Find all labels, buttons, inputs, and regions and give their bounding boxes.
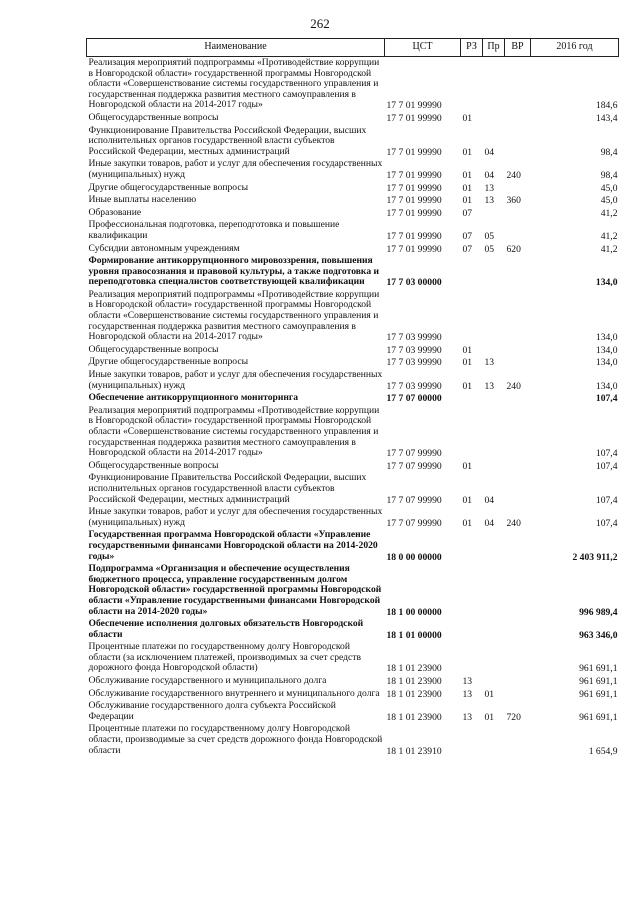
row-vr (505, 618, 531, 641)
budget-table (86, 38, 619, 757)
row-name: Другие общегосударственные вопросы (88, 181, 249, 193)
row-sum: 134,0 (595, 332, 618, 344)
row-rz: 13 (462, 688, 473, 700)
row-name: Иные выплаты населению (88, 194, 197, 206)
row-cst: 17 7 01 99990 (386, 243, 442, 255)
row-pr (483, 289, 505, 344)
row-pr (483, 675, 505, 688)
row-sum: 107,4 (595, 494, 618, 506)
row-sum: 961 691,1 (579, 688, 618, 700)
table-row (87, 125, 619, 159)
row-sum: 41,2 (600, 243, 618, 255)
row-name: Субсидии автономным учреждениям (88, 242, 240, 254)
row-sum: 996 989,4 (579, 606, 618, 618)
row-sum: 98,4 (600, 169, 618, 181)
row-sum: 107,4 (595, 517, 618, 529)
row-rz (461, 618, 483, 641)
row-vr (505, 563, 531, 618)
row-pr: 13 (484, 182, 495, 194)
row-sum: 143,4 (595, 112, 618, 124)
row-vr (505, 356, 531, 369)
row-pr (483, 460, 505, 473)
row-pr: 05 (484, 243, 495, 255)
table-row (87, 112, 619, 125)
table-row (87, 392, 619, 405)
row-name: Функционирование Правительства Российской Федерации, высших исполнительных органов государственной власти субъектов Российской Федерации, местных администраций (88, 472, 367, 505)
row-rz: 01 (462, 146, 473, 158)
row-vr (505, 182, 531, 195)
table-row (87, 618, 619, 641)
table-row (87, 158, 619, 181)
row-cst: 17 7 07 00000 (386, 393, 442, 405)
row-cst: 17 7 01 99990 (386, 207, 442, 219)
header-sum: 2016 год (531, 39, 619, 57)
row-sum: 1 654,9 (588, 745, 618, 757)
row-pr: 01 (484, 688, 495, 700)
row-vr (505, 289, 531, 344)
row-pr: 04 (484, 169, 495, 181)
row-sum: 45,0 (600, 195, 618, 207)
row-cst: 17 7 01 99990 (386, 100, 442, 112)
row-cst: 18 1 01 23900 (386, 663, 442, 675)
row-cst: 17 7 01 99990 (386, 146, 442, 158)
row-name: Реализация мероприятий подпрограммы «Противодействие коррупции в Новгородской области» государственной программы Новгородской области «Совершенствование системы государственного управления и государственная поддержка развития местного самоуправления в Новгородской области на 2014-2017 годы» (88, 404, 380, 459)
row-name: Иные закупки товаров, работ и услуг для обеспечения государственных (муниципальных) нужд (88, 369, 383, 391)
row-cst: 17 7 07 99990 (386, 517, 442, 529)
row-vr (505, 675, 531, 688)
row-sum: 41,2 (600, 207, 618, 219)
row-pr (483, 255, 505, 289)
table-row (87, 243, 619, 256)
row-cst: 17 7 07 99990 (386, 494, 442, 506)
row-sum: 134,0 (595, 277, 618, 289)
header-name: Наименование (87, 39, 385, 57)
row-sum: 963 346,0 (579, 629, 618, 641)
row-pr (483, 112, 505, 125)
row-vr (505, 472, 531, 506)
row-sum: 134,0 (595, 357, 618, 369)
row-rz (461, 392, 483, 405)
row-name: Функционирование Правительства Российской Федерации, высших исполнительных органов государственной власти субъектов Российской Федерации, местных администраций (88, 124, 367, 157)
table-row (87, 369, 619, 392)
row-rz: 01 (462, 112, 473, 124)
row-cst: 18 1 01 23900 (386, 711, 442, 723)
row-vr (505, 57, 531, 112)
row-name: Общегосударственные вопросы (88, 459, 219, 471)
table-header-row (87, 39, 619, 57)
row-name: Образование (88, 206, 142, 218)
row-sum: 961 691,1 (579, 711, 618, 723)
row-name: Обслуживание государственного долга субъекта Российской Федерации (88, 700, 336, 722)
row-rz: 01 (462, 169, 473, 181)
row-rz: 01 (462, 344, 473, 356)
row-cst: 17 7 03 99990 (386, 380, 442, 392)
row-vr (505, 392, 531, 405)
table-row (87, 344, 619, 357)
row-rz: 13 (462, 676, 473, 688)
row-cst: 17 7 01 99990 (386, 195, 442, 207)
row-vr (505, 641, 531, 675)
row-pr: 13 (484, 357, 495, 369)
row-rz: 01 (462, 494, 473, 506)
row-cst: 17 7 01 99990 (386, 112, 442, 124)
row-name: Формирование антикоррупционного мировоззрения, повышения уровня правосознания и правовой культуры, а также подготовка и переподготовка специалистов соответствующей квалификации (88, 255, 380, 288)
row-vr (505, 344, 531, 357)
row-pr (483, 392, 505, 405)
row-pr: 04 (484, 517, 495, 529)
row-vr (505, 219, 531, 242)
row-cst: 17 7 01 99990 (386, 169, 442, 181)
row-name: Подпрограмма «Организация и обеспечение осуществления бюджетного процесса, управление государственным долгом Новгородской области» государственной программы Новгородской области «Управление государственными финансами Новгородской области на 2014-2020 годы» (88, 563, 382, 617)
table-row (87, 194, 619, 207)
row-rz (461, 57, 483, 112)
row-rz (461, 641, 483, 675)
row-rz: 01 (462, 195, 473, 207)
row-pr (483, 529, 505, 563)
row-name: Процентные платежи по государственному долгу Новгородской области (за исключением платежей, производимых за счет средств дорожного фонда Новгородской области) (88, 641, 362, 674)
row-vr (505, 112, 531, 125)
row-name: Общегосударственные вопросы (88, 343, 219, 355)
row-name: Процентные платежи по государственному долгу Новгородской области, производимые за счет средств дорожного фонда Новгородской области (88, 723, 383, 756)
table-row (87, 219, 619, 242)
row-vr: 360 (506, 195, 521, 207)
row-cst: 18 0 00 00000 (386, 551, 442, 563)
header-cst: ЦСТ (385, 39, 461, 57)
row-rz: 01 (462, 357, 473, 369)
row-name: Государственная программа Новгородской области «Управление государственными финансами Новгородской области на 2014-2020 годы» (88, 529, 378, 562)
row-sum: 184,6 (595, 100, 618, 112)
row-cst: 17 7 07 99990 (386, 460, 442, 472)
row-vr (505, 460, 531, 473)
table-row (87, 255, 619, 289)
row-name: Обеспечение исполнения долговых обязательств Новгородской области (88, 618, 364, 640)
row-pr: 04 (484, 146, 495, 158)
row-rz (461, 289, 483, 344)
row-vr: 240 (506, 169, 521, 181)
row-cst: 18 1 01 00000 (386, 629, 442, 641)
row-sum: 41,2 (600, 230, 618, 242)
row-vr (505, 207, 531, 220)
table-row (87, 563, 619, 618)
row-cst: 18 1 01 23910 (386, 745, 442, 757)
row-pr (483, 563, 505, 618)
row-name: Обеспечение антикоррупционного мониторинга (88, 392, 299, 404)
row-pr: 01 (484, 711, 495, 723)
row-rz: 01 (462, 182, 473, 194)
row-rz: 01 (462, 380, 473, 392)
header-pr: Пр (483, 39, 505, 57)
table-row (87, 675, 619, 688)
row-pr (483, 723, 505, 757)
row-name: Реализация мероприятий подпрограммы «Противодействие коррупции в Новгородской области» государственной программы Новгородской области «Совершенствование системы государственного управления и государственная поддержка развития местного самоуправления в Новгородской области на 2014-2017 годы» (88, 288, 380, 343)
row-cst: 17 7 01 99990 (386, 230, 442, 242)
row-rz: 07 (462, 207, 473, 219)
row-cst: 17 7 07 99990 (386, 448, 442, 460)
row-cst: 18 1 00 00000 (386, 606, 442, 618)
row-sum: 98,4 (600, 146, 618, 158)
table-row (87, 688, 619, 701)
row-sum: 107,4 (595, 448, 618, 460)
row-vr: 240 (506, 517, 521, 529)
row-rz (461, 255, 483, 289)
table-row (87, 529, 619, 563)
row-name: Другие общегосударственные вопросы (88, 356, 249, 368)
row-rz: 01 (462, 460, 473, 472)
row-pr (483, 641, 505, 675)
row-sum: 2 403 911,2 (572, 551, 618, 563)
row-pr: 04 (484, 494, 495, 506)
row-pr (483, 207, 505, 220)
row-cst: 18 1 01 23900 (386, 688, 442, 700)
table-row (87, 641, 619, 675)
row-sum: 107,4 (595, 460, 618, 472)
row-name: Профессиональная подготовка, переподготовка и повышение квалификации (88, 219, 340, 241)
row-vr: 620 (506, 243, 521, 255)
row-sum: 45,0 (600, 182, 618, 194)
table-row (87, 700, 619, 723)
row-sum: 134,0 (595, 380, 618, 392)
row-pr: 13 (484, 195, 495, 207)
row-cst: 17 7 03 00000 (386, 277, 442, 289)
row-vr (505, 688, 531, 701)
row-pr (483, 405, 505, 460)
row-pr (483, 57, 505, 112)
table-row (87, 289, 619, 344)
page-number: 262 (310, 16, 330, 31)
row-vr (505, 125, 531, 159)
row-sum: 961 691,1 (579, 676, 618, 688)
row-name: Иные закупки товаров, работ и услуг для обеспечения государственных (муниципальных) нужд (88, 158, 383, 180)
row-vr (505, 405, 531, 460)
row-cst: 17 7 03 99990 (386, 357, 442, 369)
row-rz: 07 (462, 243, 473, 255)
row-cst: 17 7 03 99990 (386, 332, 442, 344)
row-vr (505, 723, 531, 757)
row-rz: 07 (462, 230, 473, 242)
row-name: Реализация мероприятий подпрограммы «Противодействие коррупции в Новгородской области» государственной программы Новгородской области «Совершенствование системы государственного управления и государственная поддержка развития местного самоуправления в Новгородской области на 2014-2017 годы» (88, 57, 380, 111)
row-vr (505, 529, 531, 563)
row-vr: 240 (506, 380, 521, 392)
row-pr (483, 344, 505, 357)
row-sum: 107,4 (595, 393, 618, 405)
row-rz: 01 (462, 517, 473, 529)
row-sum: 134,0 (595, 344, 618, 356)
row-name: Обслуживание государственного и муниципального долга (88, 675, 327, 687)
header-vr: ВР (505, 39, 531, 57)
row-vr: 720 (506, 711, 521, 723)
row-rz: 13 (462, 711, 473, 723)
row-pr: 05 (484, 230, 495, 242)
table-row (87, 57, 619, 112)
row-cst: 17 7 01 99990 (386, 182, 442, 194)
row-rz (461, 405, 483, 460)
table-row (87, 356, 619, 369)
row-name: Общегосударственные вопросы (88, 111, 219, 123)
row-name: Обслуживание государственного внутреннего и муниципального долга (88, 687, 380, 699)
row-rz (461, 723, 483, 757)
table-row (87, 182, 619, 195)
row-rz (461, 529, 483, 563)
row-cst: 17 7 03 99990 (386, 344, 442, 356)
row-rz (461, 563, 483, 618)
table-row (87, 472, 619, 506)
table-row (87, 723, 619, 757)
row-name: Иные закупки товаров, работ и услуг для обеспечения государственных (муниципальных) нужд (88, 506, 383, 528)
row-pr: 13 (484, 380, 495, 392)
row-cst: 18 1 01 23900 (386, 676, 442, 688)
row-pr (483, 618, 505, 641)
table-row (87, 405, 619, 460)
header-rz: РЗ (461, 39, 483, 57)
row-vr (505, 255, 531, 289)
table-row (87, 460, 619, 473)
row-sum: 961 691,1 (579, 663, 618, 675)
table-row (87, 207, 619, 220)
table-row (87, 506, 619, 529)
